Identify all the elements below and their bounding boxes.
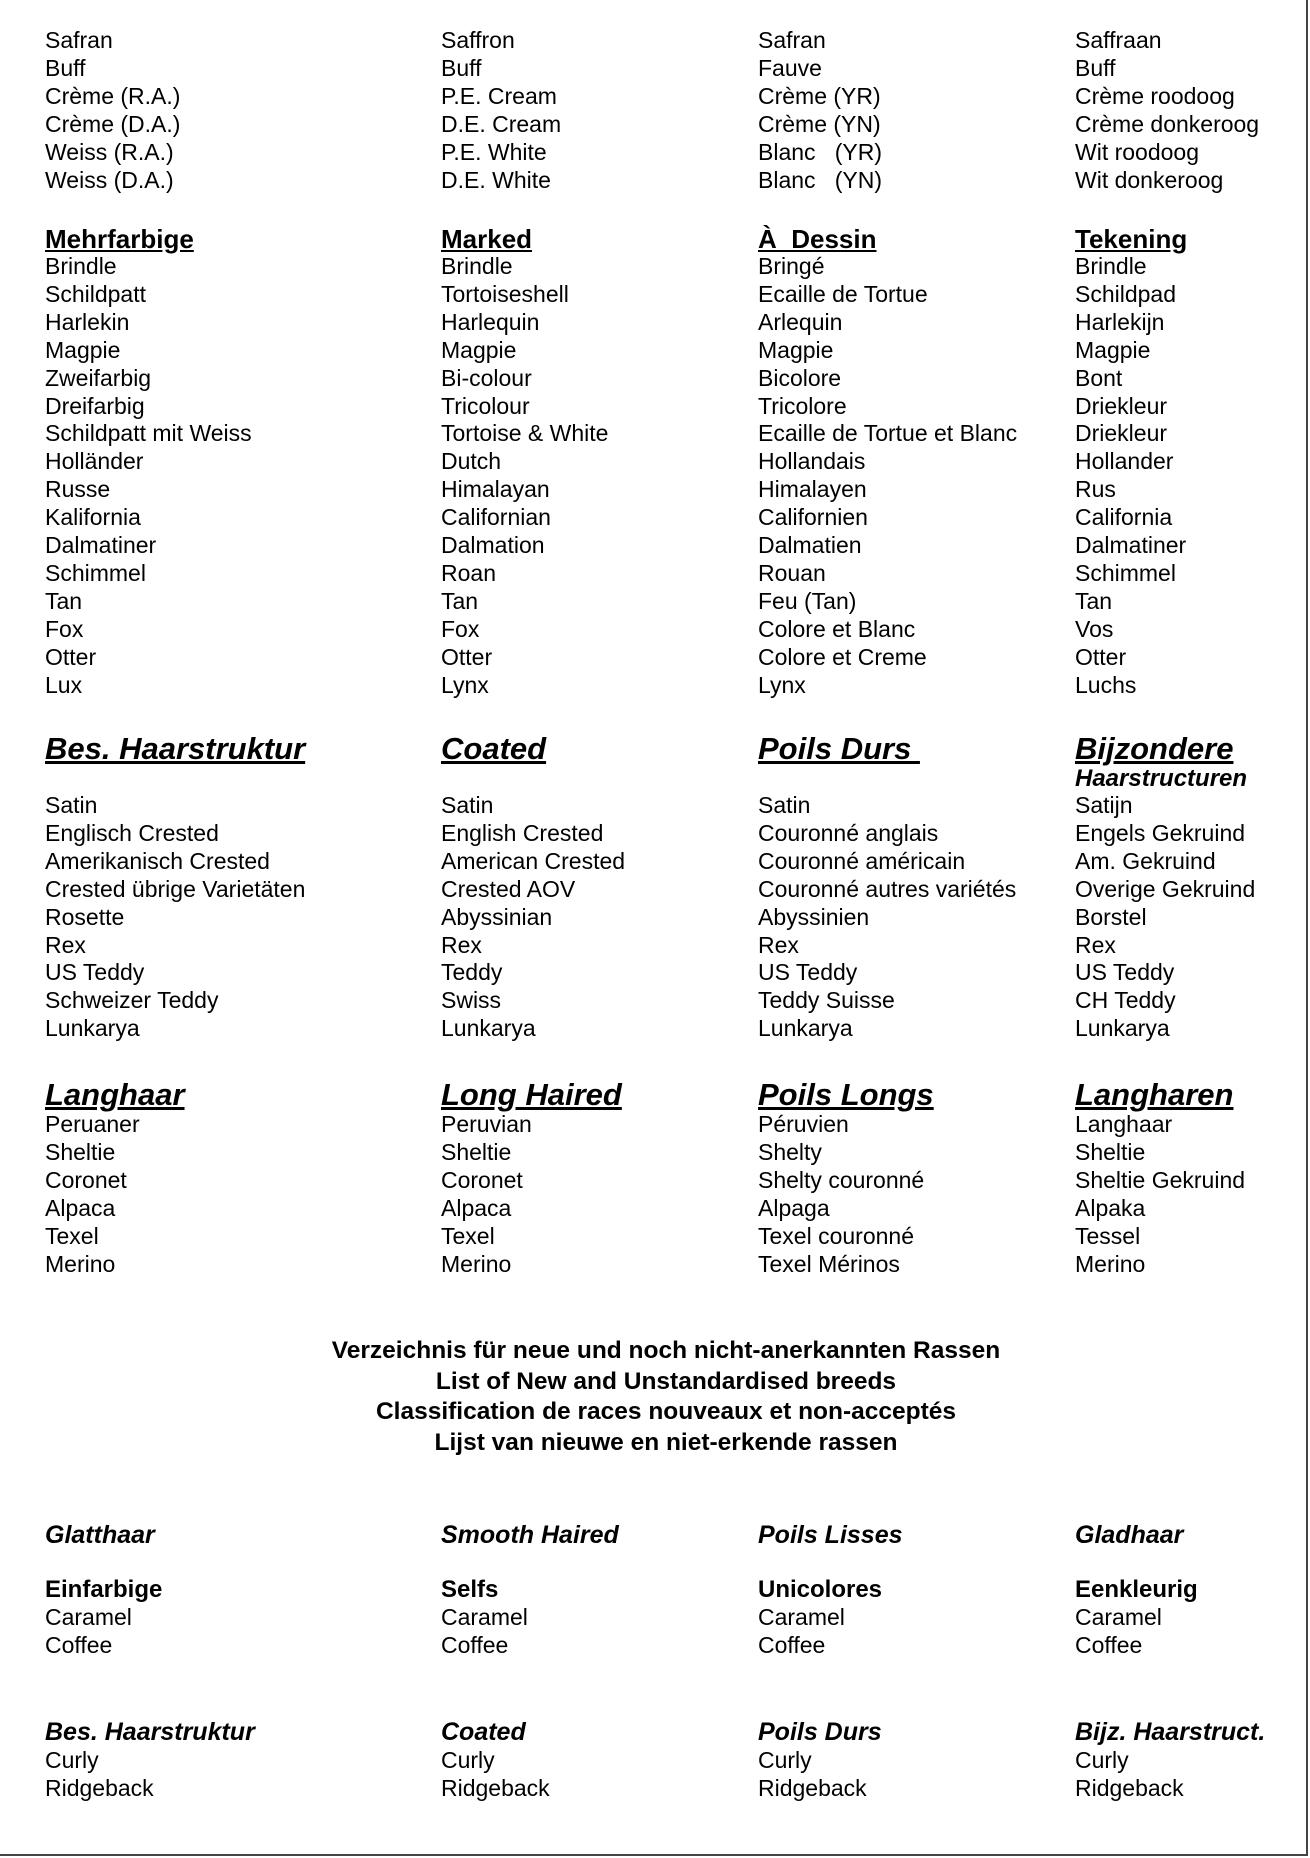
list-item: Roan xyxy=(441,559,496,586)
list-item: Schimmel xyxy=(45,559,146,586)
column-german xyxy=(45,1520,162,1660)
column-english xyxy=(441,731,625,1043)
list-item: Tan xyxy=(441,587,479,614)
list-item: Himalayan xyxy=(441,476,550,503)
list-item: Dutch xyxy=(441,448,502,475)
list-item: Caramel xyxy=(1075,1604,1162,1630)
list-item: Lux xyxy=(45,671,83,698)
list-item: Weiss (D.A.) xyxy=(45,166,174,193)
column-french xyxy=(758,1079,934,1278)
list-item: Lunkarya xyxy=(1075,1015,1170,1042)
list-item: Magpie xyxy=(1075,336,1151,363)
list-item: Caramel xyxy=(45,1604,132,1630)
list-item: D.E. Cream xyxy=(441,110,562,137)
list-item: Tricolore xyxy=(758,392,847,419)
list-item: Merino xyxy=(441,1250,512,1277)
section-heading: Bes. Haarstruktur xyxy=(45,1718,255,1746)
list-item: Arlequin xyxy=(758,308,843,335)
list-item: Blanc (YR) xyxy=(758,138,882,165)
list-item: Lynx xyxy=(758,671,806,698)
list-item: Couronné anglais xyxy=(758,819,939,846)
list-item: Rosette xyxy=(45,903,125,930)
list-item: Brindle xyxy=(45,253,117,279)
section-heading: Langharen xyxy=(1075,1077,1234,1112)
list-item: Magpie xyxy=(758,336,834,363)
heading-line: List of New and Unstandardised breeds xyxy=(435,1367,897,1395)
column-english xyxy=(441,27,561,194)
new-breeds-heading xyxy=(0,1336,1310,1458)
column-english xyxy=(441,1520,619,1660)
list-item: Sheltie xyxy=(45,1138,116,1165)
list-item: Otter xyxy=(1075,643,1127,670)
column-french xyxy=(758,731,1016,1043)
list-item: Fox xyxy=(441,615,480,642)
column-french xyxy=(758,1520,903,1660)
list-item: Curly xyxy=(441,1747,495,1773)
list-item: Colore et Creme xyxy=(758,643,927,670)
list-item: Bi-colour xyxy=(441,364,532,391)
list-item: Satin xyxy=(758,792,811,818)
list-item: Schildpatt mit Weiss xyxy=(45,420,252,447)
list-item: P.E. White xyxy=(441,138,547,165)
list-item: Lunkarya xyxy=(45,1015,140,1042)
list-item: Coronet xyxy=(441,1166,523,1193)
column-french xyxy=(758,225,1017,700)
list-item: California xyxy=(1075,504,1173,531)
list-item: Caramel xyxy=(758,1604,845,1630)
section-subheading: Eenkleurig xyxy=(1075,1576,1198,1603)
list-item: Curly xyxy=(758,1747,812,1773)
list-item: Zweifarbig xyxy=(45,364,152,391)
list-item: Rex xyxy=(758,931,799,958)
list-item: Satijn xyxy=(1075,792,1133,818)
list-item: US Teddy xyxy=(758,959,858,986)
list-item: Safran xyxy=(45,27,113,53)
list-item: American Crested xyxy=(441,847,626,874)
section-heading: Tekening xyxy=(1075,224,1188,254)
list-item: Peruaner xyxy=(45,1111,140,1137)
list-item: Dalmation xyxy=(441,532,545,559)
list-item: Bringé xyxy=(758,253,825,279)
list-item: Crème (YR) xyxy=(758,82,881,109)
list-item: Schildpatt xyxy=(45,280,147,307)
list-item: Couronné américain xyxy=(758,847,966,874)
list-item: Tricolour xyxy=(441,392,530,419)
section-heading: Glatthaar xyxy=(45,1521,155,1549)
list-item: Swiss xyxy=(441,987,502,1014)
list-item: Crème (YN) xyxy=(758,110,881,137)
section-heading: Poils Durs xyxy=(758,731,920,766)
section-subheading: Einfarbige xyxy=(45,1576,163,1603)
section-heading: Poils Durs xyxy=(758,1718,882,1746)
section-heading: À Dessin xyxy=(758,224,877,254)
list-item: Merino xyxy=(45,1250,116,1277)
column-english xyxy=(441,1717,550,1803)
list-item: Californien xyxy=(758,504,868,531)
list-item: Alpaca xyxy=(45,1194,116,1221)
list-item: Otter xyxy=(45,643,97,670)
list-item: Ecaille de Tortue xyxy=(758,280,928,307)
list-item: Satin xyxy=(45,792,98,818)
list-item: Curly xyxy=(1075,1747,1129,1773)
column-german xyxy=(45,1717,255,1803)
list-item: Ridgeback xyxy=(441,1774,550,1801)
list-item: Teddy Suisse xyxy=(758,987,895,1014)
section-heading: Marked xyxy=(441,224,533,254)
list-item: Hollandais xyxy=(758,448,866,475)
list-item: Tan xyxy=(45,587,83,614)
column-german xyxy=(45,225,252,700)
column-german xyxy=(45,731,305,1043)
list-item: Schimmel xyxy=(1075,559,1176,586)
list-item: Curly xyxy=(45,1747,99,1773)
list-item: Rex xyxy=(45,931,86,958)
list-item: Crème roodoog xyxy=(1075,82,1235,109)
list-item: Schildpad xyxy=(1075,280,1177,307)
column-german xyxy=(45,27,180,194)
list-item: Amerikanisch Crested xyxy=(45,847,270,874)
section-heading: Coated xyxy=(441,731,547,766)
list-item: English Crested xyxy=(441,819,604,846)
list-item: Rex xyxy=(1075,931,1116,958)
column-english xyxy=(441,1079,622,1278)
column-english xyxy=(441,225,608,700)
list-item: Bont xyxy=(1075,364,1123,391)
list-item: Buff xyxy=(1075,54,1116,81)
heading-line: Verzeichnis für neue und noch nicht-anerkannten Rassen xyxy=(331,1337,1001,1364)
list-item: Coffee xyxy=(758,1631,826,1658)
list-item: Bicolore xyxy=(758,364,842,391)
list-item: Sheltie xyxy=(441,1138,512,1165)
list-item: Texel xyxy=(45,1222,99,1249)
list-item: Harlekijn xyxy=(1075,308,1165,335)
list-item: Driekleur xyxy=(1075,392,1168,419)
list-item: Harlequin xyxy=(441,308,540,335)
list-item: Tortoiseshell xyxy=(441,280,569,307)
list-item: Crème (D.A.) xyxy=(45,110,181,137)
list-item: Magpie xyxy=(45,336,121,363)
list-item: CH Teddy xyxy=(1075,987,1176,1014)
list-item: Wit roodoog xyxy=(1075,138,1200,165)
list-item: Buff xyxy=(45,54,86,81)
list-item: Dreifarbig xyxy=(45,392,145,419)
section-heading: Mehrfarbige xyxy=(45,224,194,254)
list-item: Coronet xyxy=(45,1166,127,1193)
list-item: Peruvian xyxy=(441,1111,532,1137)
list-item: Sheltie Gekruind xyxy=(1075,1166,1246,1193)
list-item: Shelty xyxy=(758,1138,822,1165)
list-item: Rex xyxy=(441,931,482,958)
list-item: Ridgeback xyxy=(1075,1774,1184,1801)
heading-line: Classification de races nouveaux et non-acceptés xyxy=(375,1398,957,1425)
list-item: Russe xyxy=(45,476,111,503)
list-item: Rus xyxy=(1075,476,1116,503)
list-item: Crested übrige Varietäten xyxy=(45,875,306,902)
column-french xyxy=(758,27,882,194)
list-item: Buff xyxy=(441,54,482,81)
column-french xyxy=(758,1717,882,1803)
list-item: Vos xyxy=(1075,615,1114,642)
list-item: Weiss (R.A.) xyxy=(45,138,174,165)
list-item: US Teddy xyxy=(45,959,145,986)
list-item: Langhaar xyxy=(1075,1111,1173,1137)
column-dutch xyxy=(1075,1717,1265,1803)
list-item: Abyssinian xyxy=(441,903,553,930)
list-item: Engels Gekruind xyxy=(1075,819,1246,846)
section-heading: Smooth Haired xyxy=(441,1521,619,1549)
list-item: P.E. Cream xyxy=(441,82,557,109)
list-item: Dalmatien xyxy=(758,532,862,559)
list-item: Tessel xyxy=(1075,1222,1141,1249)
list-item: Sheltie xyxy=(1075,1138,1146,1165)
list-item: Teddy xyxy=(441,959,503,986)
section-subheading: Unicolores xyxy=(758,1576,883,1603)
column-dutch xyxy=(1075,1520,1198,1660)
list-item: Hollander xyxy=(1075,448,1174,475)
section-heading: Poils Lisses xyxy=(758,1521,903,1549)
list-item: Coffee xyxy=(1075,1631,1143,1658)
list-item: Crested AOV xyxy=(441,875,576,902)
list-item: Am. Gekruind xyxy=(1075,847,1216,874)
list-item: Alpaca xyxy=(441,1194,512,1221)
list-item: Couronné autres variétés xyxy=(758,875,1017,902)
section-heading: Bes. Haarstruktur xyxy=(45,731,306,766)
list-item: Crème (R.A.) xyxy=(45,82,181,109)
list-item: Wit donkeroog xyxy=(1075,166,1224,193)
column-dutch xyxy=(1075,27,1259,194)
list-item: Texel couronné xyxy=(758,1222,914,1249)
list-item: Himalayen xyxy=(758,476,867,503)
list-item: Luchs xyxy=(1075,671,1137,698)
column-dutch xyxy=(1075,731,1255,1043)
section-heading: Bijzondere xyxy=(1075,731,1234,766)
column-dutch xyxy=(1075,225,1187,700)
list-item: Safran xyxy=(758,27,826,53)
list-item: Lynx xyxy=(441,671,489,698)
list-item: Otter xyxy=(441,643,493,670)
list-item: Shelty couronné xyxy=(758,1166,925,1193)
list-item: Englisch Crested xyxy=(45,819,219,846)
list-item: Magpie xyxy=(441,336,517,363)
list-item: D.E. White xyxy=(441,166,551,193)
list-item: Texel xyxy=(441,1222,495,1249)
list-item: Merino xyxy=(1075,1250,1146,1277)
list-item: Crème donkeroog xyxy=(1075,110,1260,137)
list-item: Ridgeback xyxy=(758,1774,867,1801)
list-item: Ridgeback xyxy=(45,1774,154,1801)
list-item: Brindle xyxy=(1075,253,1147,279)
list-item: Borstel xyxy=(1075,903,1147,930)
list-item: Feu (Tan) xyxy=(758,587,857,614)
list-item: Péruvien xyxy=(758,1111,849,1137)
list-item: Lunkarya xyxy=(758,1015,853,1042)
list-item: Kalifornia xyxy=(45,504,141,531)
list-item: Alpaka xyxy=(1075,1194,1146,1221)
section-heading: Coated xyxy=(441,1718,526,1746)
list-item: Abyssinien xyxy=(758,903,870,930)
list-item: Tan xyxy=(1075,587,1113,614)
list-item: Californian xyxy=(441,504,551,531)
section-heading: Poils Longs xyxy=(758,1077,934,1112)
list-item: Ecaille de Tortue et Blanc xyxy=(758,420,1018,447)
section-heading: Long Haired xyxy=(441,1077,622,1112)
list-item: Tortoise & White xyxy=(441,420,609,447)
column-dutch xyxy=(1075,1079,1245,1278)
list-item: Saffraan xyxy=(1075,27,1162,53)
list-item: Colore et Blanc xyxy=(758,615,916,642)
section-subheading: Haarstructuren xyxy=(1075,765,1248,792)
list-item: Dalmatiner xyxy=(1075,532,1187,559)
list-item: Blanc (YN) xyxy=(758,166,882,193)
list-item: Fox xyxy=(45,615,84,642)
list-item: Rouan xyxy=(758,559,826,586)
list-item: US Teddy xyxy=(1075,959,1175,986)
list-item: Alpaga xyxy=(758,1194,830,1221)
list-item: Saffron xyxy=(441,27,515,53)
list-item: Holländer xyxy=(45,448,144,475)
section-heading: Langhaar xyxy=(45,1077,185,1112)
list-item: Coffee xyxy=(441,1631,509,1658)
list-item: Brindle xyxy=(441,253,513,279)
list-item: Coffee xyxy=(45,1631,113,1658)
list-item: Overige Gekruind xyxy=(1075,875,1256,902)
list-item: Texel Mérinos xyxy=(758,1250,900,1277)
list-item: Caramel xyxy=(441,1604,528,1630)
list-item: Driekleur xyxy=(1075,420,1168,447)
list-item: Lunkarya xyxy=(441,1015,536,1042)
column-german xyxy=(45,1079,185,1278)
list-item: Harlekin xyxy=(45,308,130,335)
section-heading: Gladhaar xyxy=(1075,1521,1184,1549)
list-item: Dalmatiner xyxy=(45,532,157,559)
list-item: Schweizer Teddy xyxy=(45,987,219,1014)
list-item: Satin xyxy=(441,792,494,818)
section-heading: Bijz. Haarstruct. xyxy=(1075,1718,1266,1746)
list-item: Fauve xyxy=(758,54,822,81)
heading-line: Lijst van nieuwe en niet-erkende rassen xyxy=(434,1428,898,1456)
section-subheading: Selfs xyxy=(441,1576,499,1603)
